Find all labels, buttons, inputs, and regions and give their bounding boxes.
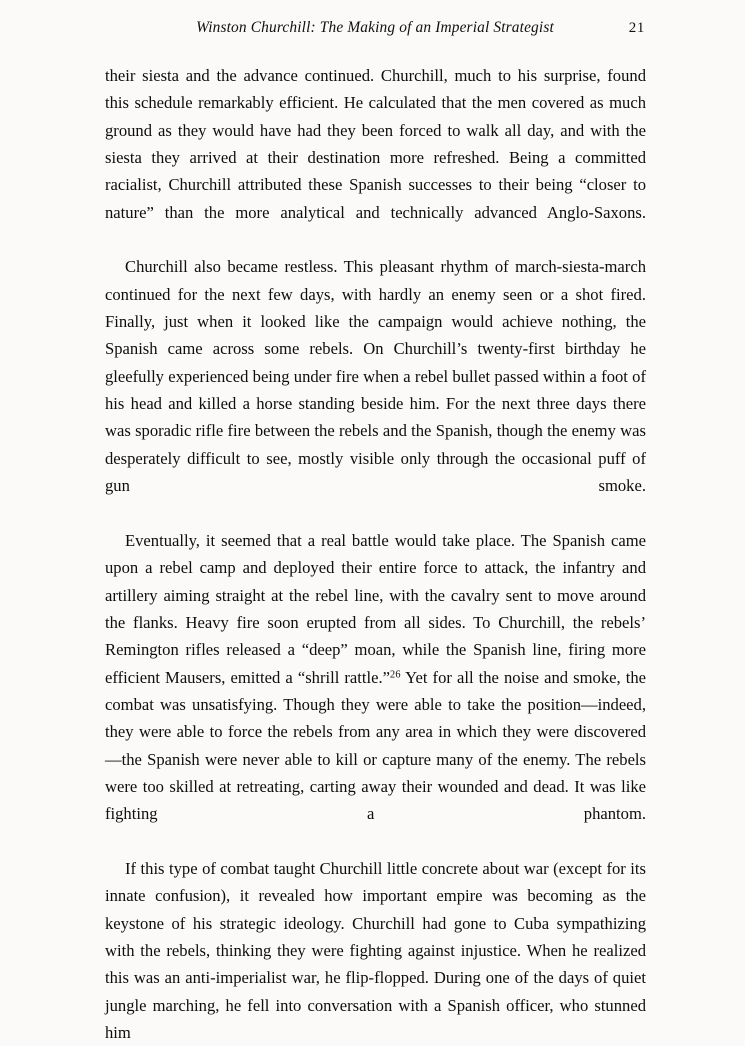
paragraph-4: If this type of combat taught Churchill little concrete about war (except for its innate confusion), it revealed how important empire was becoming as the keystone of his strategic ideology. Churchill had gone to Cuba sympathizing with the rebels, thinking they were fighting against injustice. When he realized this was an anti-imperialist war, he flip-flopped. During one of the days of quiet jungle marching, he fell into conversation with a Spanish officer, who stunned him [105, 858, 646, 1043]
footnote-reference-26[interactable]: 26 [390, 669, 401, 681]
running-head [105, 19, 645, 45]
body-text-block [105, 62, 646, 1046]
paragraph-3 [105, 527, 646, 855]
page-number: 21 [628, 20, 645, 36]
paragraph-3-text-after-footnote: Yet for all the noise and smoke, the combat was unsatisfying. Though they were able to take the position—indeed, they were able to force the rebels from any area in which they were discovered—the Spanish were never able to kill or capture many of the enemy. The rebels were too skilled at retreating, carting away their wounded and dead. It was like fighting a phantom. [105, 667, 647, 824]
paragraph-3-text-before-footnote: Eventually, it seemed that a real battle would take place. The Spanish came upon a rebel camp and deployed their entire force to attack, the infantry and artillery aiming straight at the rebel line, with the cavalry sent to move around the flanks. Heavy fire soon erupted from all sides. To Churchill, the rebels’ Remington rifles released a “deep” moan, while the Spanish line, firing more efficient Mausers, emitted a “shrill rattle.” [105, 530, 646, 687]
running-head-title: Winston Churchill: The Making of an Imperial Strategist [196, 19, 554, 36]
paragraph-2: Churchill also became restless. This pleasant rhythm of march-siesta-march continued for the next few days, with hardly an enemy seen or a shot fired. Finally, just when it looked like the campaign would achieve nothing, the Spanish came across some rebels. On Churchill’s twenty-first birthday he gleefully experienced being under fire when a rebel bullet passed within a foot of his head and killed a horse standing beside him. For the next three days there was sporadic rifle fire between the rebels and the Spanish, though the enemy was desperately difficult to see, mostly visible only through the occasional puff of gun smoke. [105, 257, 646, 496]
paragraph-1: their siesta and the advance continued. Churchill, much to his surprise, found this schedule remarkably efficient. He calculated that the men covered as much ground as they would have had they been forced to walk all day, and with the siesta they arrived at their destination more refreshed. Being a committed racialist, Churchill attributed these Spanish successes to their being “closer to nature” than the more analytical and technically advanced Anglo-Saxons. [105, 66, 646, 222]
